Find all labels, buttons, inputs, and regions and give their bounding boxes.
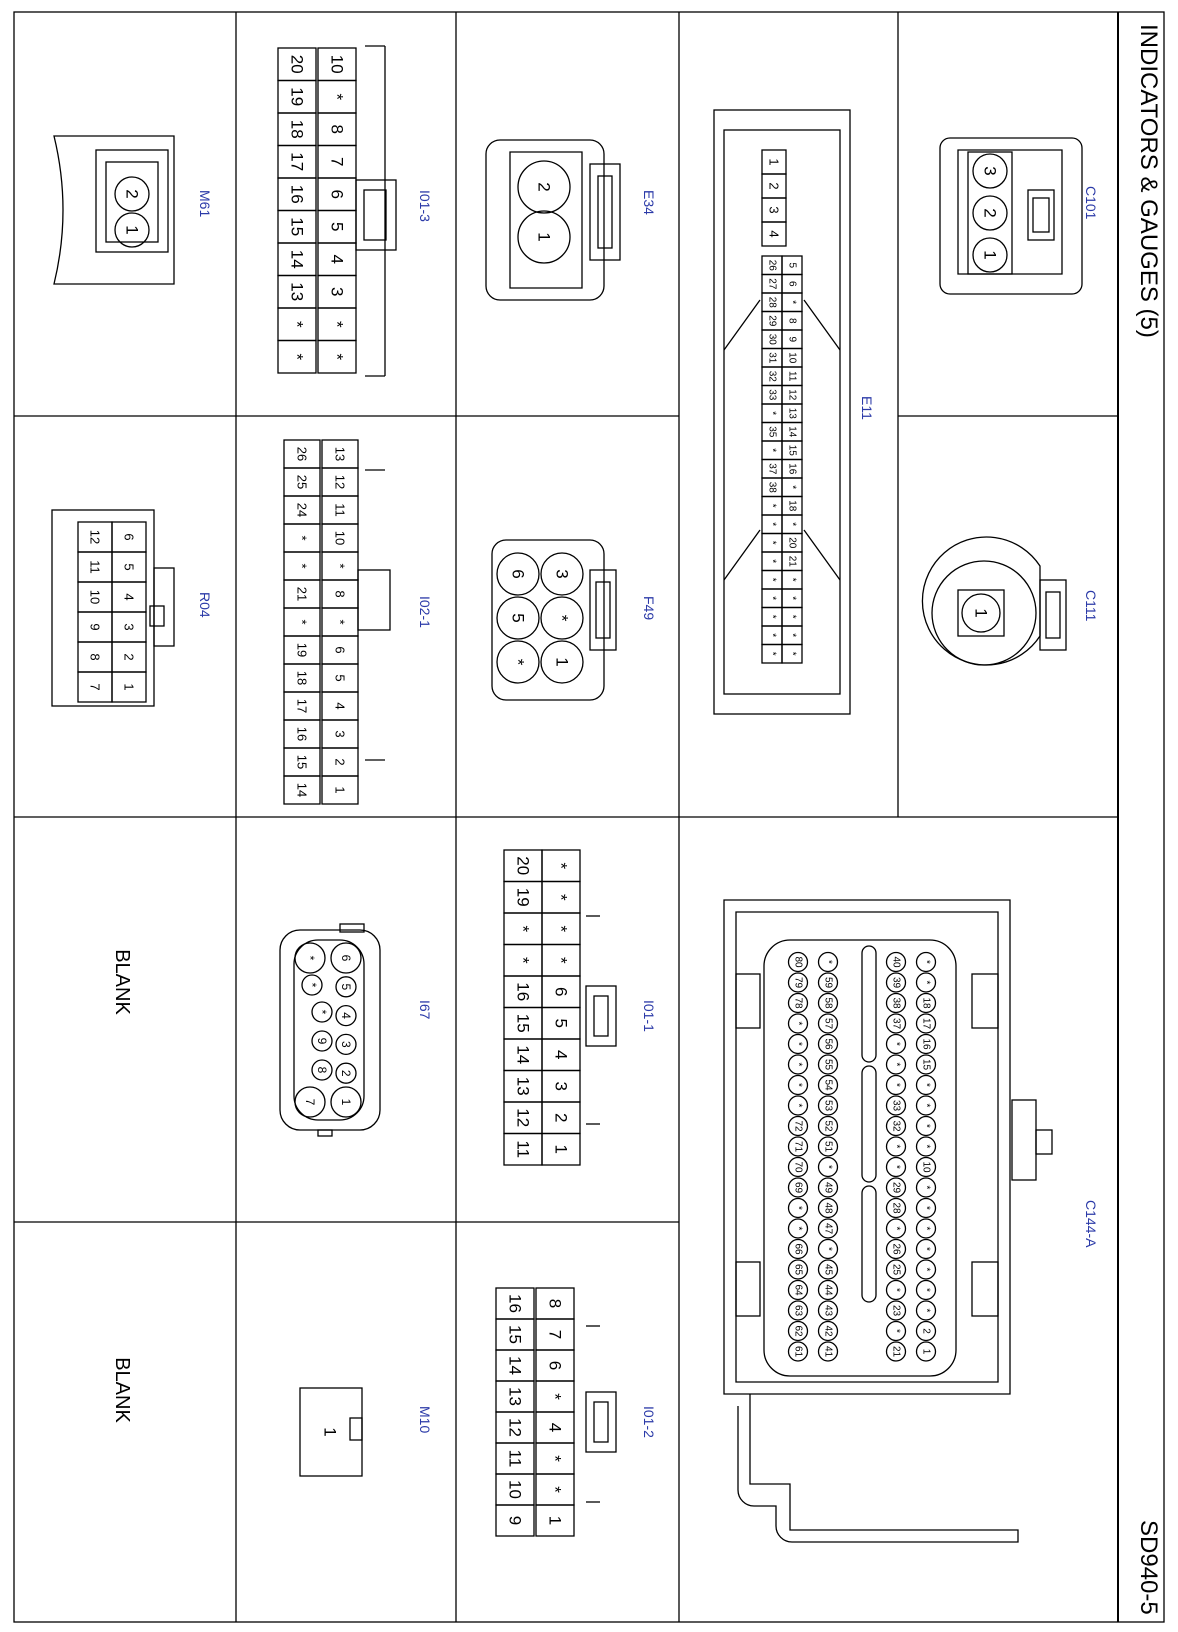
pin-label: 62	[792, 1325, 804, 1337]
pin-label: 20	[287, 54, 307, 74]
pin-label: 26	[890, 1243, 902, 1255]
pin-label: *	[920, 1267, 932, 1272]
pin-label: *	[766, 411, 778, 416]
pin-label: 4	[551, 1050, 571, 1060]
blank-label: BLANK	[111, 1357, 133, 1423]
pin-label: 14	[505, 1356, 525, 1375]
connector-e34	[486, 140, 657, 300]
pin-label: 26	[766, 259, 778, 271]
pin-label: *	[890, 1288, 902, 1292]
pin-label: 4	[545, 1422, 565, 1433]
pin-label: 71	[792, 1140, 804, 1153]
pin-label: 28	[890, 1202, 902, 1214]
pin-label: 30	[766, 333, 778, 345]
pin-label: 6	[332, 646, 348, 654]
pin-label: 15	[786, 444, 798, 456]
pin-label: 6	[339, 954, 353, 962]
connector-label-c111: C111	[1083, 590, 1099, 622]
pin-label: 31	[766, 352, 778, 364]
pin-label: *	[890, 1165, 902, 1169]
pin-label: *	[890, 1329, 902, 1333]
pin: 2	[122, 189, 142, 199]
m61-housing	[54, 136, 174, 284]
connector-label-i01-2: I01-2	[641, 1406, 657, 1438]
pin-label: *	[786, 522, 798, 527]
pin-label: 79	[792, 976, 804, 989]
pin-label: 14	[287, 249, 307, 269]
pin-label: *	[920, 980, 932, 985]
pin-label: *	[792, 1206, 804, 1210]
pin-label: *	[766, 503, 778, 508]
pin-label: 5	[551, 1018, 571, 1028]
pin: 2	[534, 182, 554, 192]
pin-label: *	[792, 1042, 804, 1046]
pin-label: 5	[508, 613, 528, 623]
pin-label: *	[822, 960, 834, 964]
pin-label: 1	[339, 1098, 353, 1106]
pin-label: 25	[294, 474, 310, 490]
pin-label: 66	[792, 1243, 804, 1255]
pin-label: 2	[332, 758, 348, 766]
pin-label: 8	[315, 1066, 329, 1074]
pin-label: 13	[786, 407, 798, 419]
c101-housing	[940, 138, 1082, 294]
pin-label: *	[890, 1062, 902, 1067]
pin-label: 15	[505, 1325, 525, 1344]
page-title: INDICATORS & GAUGES (5)	[1135, 24, 1162, 338]
pin-label: 21	[786, 555, 798, 567]
connector-i01-3	[278, 46, 433, 376]
pin-label: 1	[552, 657, 572, 667]
pin-label: *	[327, 353, 347, 361]
pin-label: *	[545, 1455, 565, 1462]
pin-label: *	[920, 1144, 932, 1149]
connector-label-r04: R04	[197, 592, 213, 618]
connector-f49	[492, 540, 657, 700]
pin-label: 16	[786, 463, 798, 475]
pin-label: 78	[792, 997, 804, 1009]
pin-label: 38	[890, 997, 902, 1009]
pin-label: *	[792, 1062, 804, 1067]
connector-label-i67: I67	[417, 1000, 433, 1020]
pin-label: 7	[303, 1098, 317, 1106]
pin-label: 8	[327, 124, 347, 134]
pin-label: *	[792, 1021, 804, 1026]
pin-label: 5	[339, 983, 353, 991]
connector-i02-1	[284, 440, 433, 804]
pin-label: 8	[545, 1298, 565, 1309]
pin-label: 12	[87, 529, 103, 545]
pin-label: 2	[121, 653, 137, 661]
pin: 1	[534, 232, 554, 242]
e34-housing	[486, 140, 604, 300]
pin-label: 6	[327, 189, 347, 199]
pin-label: 18	[786, 500, 798, 512]
connector-c101	[940, 138, 1099, 294]
pin-label: 19	[513, 887, 533, 907]
pin-label: 80	[792, 956, 804, 968]
pin-label: 19	[294, 642, 310, 658]
pin-label: 13	[513, 1076, 533, 1096]
pin-label: 42	[822, 1325, 834, 1337]
pin-label: 12	[513, 1108, 533, 1128]
pin-label: 37	[766, 463, 778, 475]
pin-label: 16	[513, 982, 533, 1002]
pin-label: 38	[766, 481, 778, 493]
pin-label: *	[513, 925, 533, 933]
pin-label: 10	[786, 352, 798, 364]
pin-label: 16	[287, 184, 307, 204]
connector-label-c144a: C144-A	[1083, 1200, 1099, 1248]
pin-label: 8	[332, 590, 348, 598]
pin-label: 6	[508, 569, 528, 579]
pin-label: 15	[513, 1013, 533, 1033]
pin-label: 27	[766, 278, 778, 290]
pin-label: *	[287, 353, 307, 361]
pin-label: 11	[332, 503, 348, 517]
pin-label: *	[890, 1083, 902, 1087]
pin-label: 53	[822, 1099, 834, 1112]
pin-label: *	[332, 563, 348, 569]
connector-label-i01-1: I01-1	[641, 1000, 657, 1032]
pin-label: *	[508, 658, 528, 666]
pin-label: 17	[294, 698, 310, 714]
pin-label: 4	[121, 593, 137, 601]
pin-label: 19	[287, 87, 307, 107]
pin-label: 41	[822, 1345, 834, 1358]
pin-label: 10	[87, 589, 103, 605]
pin-label: *	[305, 982, 319, 988]
pin-label: 16	[294, 726, 310, 742]
pin-label: 11	[786, 371, 798, 382]
pin-label: *	[766, 522, 778, 527]
pin-label: 15	[920, 1058, 932, 1071]
pin-label: 1	[920, 1348, 932, 1355]
pin: 1	[320, 1427, 340, 1437]
pin-label: 56	[822, 1038, 834, 1050]
pin-label: *	[890, 1042, 902, 1046]
pin-label: 7	[327, 157, 347, 167]
connector-label-i01-3: I01-3	[417, 190, 433, 222]
pin-label: 6	[551, 987, 571, 997]
pin-label: 21	[294, 586, 310, 602]
pin-label: 72	[792, 1120, 804, 1132]
pin-label: 4	[766, 230, 782, 238]
connector-label-f49: F49	[641, 596, 657, 621]
connector-label-e34: E34	[641, 190, 657, 215]
pin-label: 23	[890, 1304, 902, 1317]
pin-label: 20	[513, 856, 533, 876]
pin-label: 11	[513, 1140, 533, 1159]
pin-label: *	[920, 1206, 932, 1210]
pin-label: *	[766, 559, 778, 564]
pin-label: *	[786, 300, 798, 305]
pin-label: 25	[890, 1263, 902, 1276]
pin-label: 11	[505, 1449, 525, 1468]
pin-label: *	[920, 1308, 932, 1313]
pin-label: *	[551, 862, 571, 870]
pin-label: 18	[287, 119, 307, 139]
pin-label: 21	[890, 1345, 902, 1358]
pin-label: 12	[786, 389, 798, 401]
pin-label: *	[327, 93, 347, 101]
pin-label: *	[332, 619, 348, 625]
pin-label: *	[766, 448, 778, 453]
pin-label: 29	[766, 315, 778, 327]
pin-label: 10	[327, 54, 347, 74]
pin-label: 48	[822, 1202, 834, 1214]
pin-label: *	[822, 1165, 834, 1169]
pin-label: 63	[792, 1304, 804, 1317]
pin-label: 52	[822, 1120, 834, 1132]
pin-label: 4	[327, 254, 347, 264]
pin-label: 26	[294, 446, 310, 462]
pin-label: 61	[792, 1345, 804, 1358]
connector-i01-2	[496, 1288, 657, 1536]
pin-label: 14	[786, 426, 798, 438]
pin-label: *	[890, 1226, 902, 1231]
pin-label: 13	[505, 1387, 525, 1406]
pin-label: *	[551, 893, 571, 901]
pin: 3	[980, 166, 1000, 176]
i67-cavity-frame	[294, 940, 364, 1120]
pin-label: 33	[890, 1099, 902, 1112]
pin-label: 49	[822, 1181, 834, 1194]
pin-label: *	[792, 1226, 804, 1231]
pin-label: *	[822, 1247, 834, 1251]
pin-label: *	[545, 1393, 565, 1400]
pin: 1	[122, 225, 142, 235]
c111-housing	[922, 537, 1040, 665]
pin-label: 4	[332, 702, 348, 710]
pin-label: 1	[121, 683, 137, 691]
pin-label: 1	[766, 158, 782, 166]
pin-label: *	[766, 633, 778, 638]
pin-label: 35	[766, 426, 778, 438]
pin-label: 10	[332, 530, 348, 546]
pin: 2	[980, 208, 1000, 218]
pin-label: 3	[551, 1081, 571, 1091]
pin-label: 10	[920, 1161, 932, 1173]
pin-label: 14	[294, 782, 310, 798]
pin-label: *	[920, 1226, 932, 1231]
page-code: SD940-5	[1135, 1520, 1162, 1615]
pin: 1	[971, 608, 991, 618]
pin-label: *	[766, 614, 778, 619]
pin-label: *	[786, 633, 798, 638]
connector-i67	[280, 924, 433, 1136]
pin-label: 24	[294, 502, 310, 518]
pin-label: 8	[786, 317, 798, 324]
pin-label: 17	[287, 152, 307, 172]
pin-label: *	[920, 1103, 932, 1108]
pin-label: *	[786, 596, 798, 601]
connector-r04	[52, 510, 213, 706]
pin-label: 45	[822, 1263, 834, 1276]
pin-label: 4	[339, 1012, 353, 1019]
pin-label: *	[766, 577, 778, 582]
pin-label: 64	[792, 1284, 804, 1296]
connector-label-i02-1: I02-1	[417, 596, 433, 628]
pin-label: 47	[822, 1222, 834, 1235]
pin-label: *	[920, 1083, 932, 1087]
pin-label: 69	[792, 1181, 804, 1194]
pin-label: *	[551, 956, 571, 964]
pin-label: 17	[920, 1017, 932, 1030]
pin-label: 13	[332, 446, 348, 462]
pin-label: *	[920, 1288, 932, 1292]
pin-label: *	[303, 955, 317, 961]
pin-label: 7	[87, 683, 103, 691]
pin-label: *	[920, 1247, 932, 1251]
pin-label: *	[786, 577, 798, 582]
pin-label: 7	[545, 1329, 565, 1340]
pin-label: 37	[890, 1017, 902, 1030]
pin-label: 2	[920, 1328, 932, 1334]
connector-label-e11: E11	[859, 396, 875, 420]
pin-label: *	[327, 320, 347, 328]
pin-label: 3	[327, 287, 347, 297]
pin-label: 9	[786, 336, 798, 343]
pin-label: 44	[822, 1284, 834, 1296]
pin-label: *	[786, 485, 798, 490]
c144a-housing	[724, 900, 1010, 1394]
pin-label: 16	[920, 1038, 932, 1050]
pin-label: *	[551, 925, 571, 933]
pin-label: *	[766, 540, 778, 545]
pin-label: 6	[121, 533, 137, 541]
pin-label: 18	[294, 670, 310, 686]
pin-label: *	[920, 1185, 932, 1190]
pin-label: *	[920, 1124, 932, 1128]
pin-label: 1	[551, 1144, 571, 1154]
pin-label: *	[294, 619, 310, 625]
pin-label: 55	[822, 1058, 834, 1071]
pin-label: 5	[332, 674, 348, 682]
pin-label: 18	[920, 997, 932, 1009]
pin-label: 15	[294, 754, 310, 770]
pin-label: 9	[315, 1037, 329, 1045]
pin-label: *	[890, 1144, 902, 1149]
connector-c144a	[724, 900, 1099, 1542]
pin-label: 9	[505, 1515, 525, 1526]
pin-label: *	[792, 1083, 804, 1087]
pin-label: 15	[287, 217, 307, 237]
pin-label: *	[786, 651, 798, 656]
pin-label: 5	[327, 222, 347, 232]
pin-label: *	[287, 320, 307, 328]
pin-label: 3	[339, 1041, 353, 1048]
pin-label: 11	[87, 560, 103, 574]
pin-label: 3	[121, 623, 137, 631]
pin: 1	[980, 250, 1000, 260]
pin-label: 29	[890, 1181, 902, 1194]
pin-label: 43	[822, 1304, 834, 1317]
pin-label: 9	[87, 623, 103, 631]
connector-c111	[922, 537, 1099, 665]
pin-label: 13	[287, 282, 307, 302]
pin-label: 20	[786, 537, 798, 549]
pin-label: *	[766, 596, 778, 601]
connector-label-c101: C101	[1083, 186, 1099, 220]
pin-label: 12	[505, 1418, 525, 1437]
pin-label: *	[552, 614, 572, 622]
pin-label: *	[545, 1486, 565, 1493]
pin-label: 32	[766, 370, 778, 382]
connector-m10	[300, 1388, 433, 1476]
pin-label: 16	[505, 1294, 525, 1313]
pin-label: 57	[822, 1017, 834, 1030]
pin-label: 2	[766, 182, 782, 190]
pin-label: 2	[551, 1113, 571, 1123]
pin-label: 51	[822, 1140, 834, 1153]
pin-label: *	[294, 563, 310, 569]
pin-label: 70	[792, 1161, 804, 1173]
pin-label: 6	[786, 280, 798, 287]
pin-label: 1	[332, 786, 348, 794]
pin-label: 39	[890, 976, 902, 989]
pin-label: 14	[513, 1045, 533, 1065]
pin-label: *	[315, 1009, 329, 1015]
pin-label: *	[513, 956, 533, 964]
pin-label: *	[792, 1103, 804, 1108]
pin-label: 58	[822, 997, 834, 1009]
pin-label: 10	[505, 1480, 525, 1499]
connector-label-m10: M10	[417, 1406, 433, 1434]
connector-e11	[714, 110, 875, 714]
pin-label: 59	[822, 976, 834, 989]
pin-label: 40	[890, 956, 902, 968]
pin-label: 3	[552, 569, 572, 579]
pin-label: 28	[766, 296, 778, 308]
pin-label: 3	[766, 206, 782, 214]
pin-label: 65	[792, 1263, 804, 1276]
pin-label: *	[766, 651, 778, 656]
pin-label: 12	[332, 474, 348, 490]
pin-label: 5	[121, 563, 137, 571]
pin-label: 8	[87, 653, 103, 661]
pin-label: 33	[766, 389, 778, 401]
pin-label: 1	[545, 1515, 565, 1526]
pin-label: *	[294, 535, 310, 541]
pin-label: 6	[545, 1360, 565, 1371]
pin-label: 3	[332, 730, 348, 738]
blank-label: BLANK	[111, 949, 133, 1015]
connector-i01-1	[504, 850, 657, 1165]
pin-label: *	[786, 614, 798, 619]
pin-label: 5	[786, 262, 798, 269]
pin-label: 54	[822, 1079, 834, 1091]
pin-label: *	[920, 960, 932, 964]
pin-label: 32	[890, 1120, 902, 1132]
pin-label: 2	[339, 1069, 353, 1077]
connector-m61	[54, 136, 213, 284]
connector-label-m61: M61	[197, 190, 213, 218]
